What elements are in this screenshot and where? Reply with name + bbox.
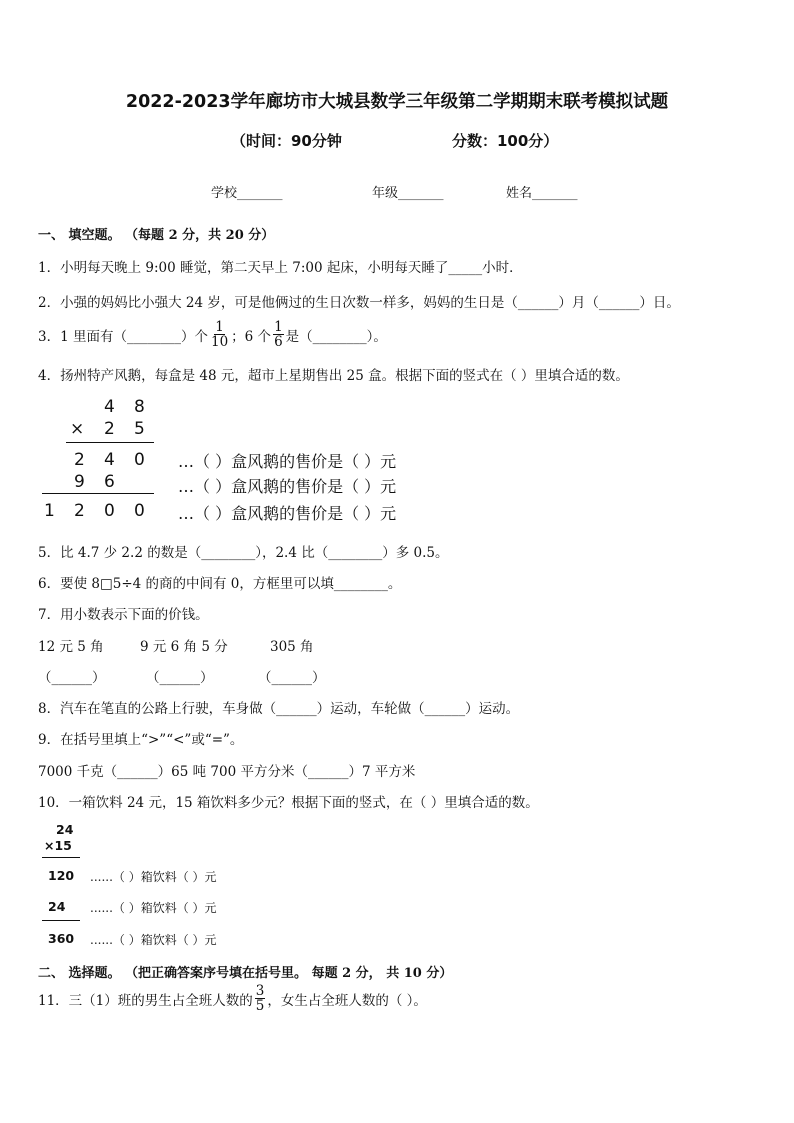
q7-item-1: 12 元 5 角 xyxy=(38,639,104,655)
q10-top: 24 xyxy=(56,822,74,837)
q3-part1: 3．1 里面有（________）个 xyxy=(38,328,208,345)
q3-frac2-denominator: 6 xyxy=(274,334,283,351)
q4-row2-d1: 2 xyxy=(104,419,115,439)
question-7: 7．用小数表示下面的价钱。 xyxy=(38,607,209,623)
question-2: 2．小强的妈妈比小强大 24 岁，可是他俩过的生日次数一样多，妈妈的生日是（______）月（______）日。 xyxy=(38,295,680,311)
question-4: 4．扬州特产风鹅，每盒是 48 元，超市上星期售出 25 盒。根据下面的竖式在（ ）里填合适的数。 xyxy=(38,368,629,384)
q4-row5-d1: 1 xyxy=(44,501,55,521)
q11-part2: ，女生占全班人数的（ ）。 xyxy=(267,992,427,1009)
question-6: 6．要使 8□5÷4 的商的中间有 0，方框里可以填________。 xyxy=(38,576,402,592)
section-heading-fill-blank: 一、 填空题。 （每题 2 分，共 20 分） xyxy=(38,228,275,243)
q10-note-2: ......（ ）箱饮料（ ）元 xyxy=(90,901,217,915)
q10-row-2: 24 xyxy=(48,899,66,914)
q3-frac1-denominator: 10 xyxy=(210,334,229,351)
q4-row3-d1: 2 xyxy=(74,450,85,470)
q4-note-3: …（ ）盒风鹅的售价是（ ）元 xyxy=(178,504,397,523)
q7-item-2: 9 元 6 角 5 分 xyxy=(140,639,228,655)
q3-part2: ；6 个 xyxy=(231,328,272,345)
q4-multiply-sign: × xyxy=(70,419,85,439)
q3-fraction-1 xyxy=(210,320,229,349)
question-11 xyxy=(38,984,427,1013)
q10-row-1: 120 xyxy=(48,868,75,883)
q10-line-2 xyxy=(42,920,80,921)
q4-note-2: …（ ）盒风鹅的售价是（ ）元 xyxy=(178,477,397,496)
q3-fraction-2 xyxy=(273,320,284,349)
q4-row4-d1: 9 xyxy=(74,472,85,492)
q11-denominator: 5 xyxy=(255,998,265,1015)
question-3 xyxy=(38,320,387,349)
q10-row-3: 360 xyxy=(48,931,75,946)
q4-note-1: …（ ）盒风鹅的售价是（ ）元 xyxy=(178,452,397,471)
q3-frac1-numerator: 1 xyxy=(215,319,224,335)
grade-field: 年级_______ xyxy=(372,186,444,201)
q4-line-1 xyxy=(66,442,154,443)
q11-fraction xyxy=(255,984,266,1013)
q11-part1: 11．三（1）班的男生占全班人数的 xyxy=(38,992,253,1009)
q7-blank-2: （______） xyxy=(146,670,214,686)
q4-row3-d2: 4 xyxy=(104,450,115,470)
q4-line-2 xyxy=(42,493,154,494)
question-8: 8．汽车在笔直的公路上行驶，车身做（______）运动，车轮做（______）运动。 xyxy=(38,701,520,717)
q9-line: 7000 千克（______）65 吨 700 平方分米（______）7 平方米 xyxy=(38,764,416,780)
q4-row5-d3: 0 xyxy=(104,501,115,521)
q10-line-1 xyxy=(42,857,80,858)
q10-note-1: ......（ ）箱饮料（ ）元 xyxy=(90,870,217,884)
section-heading-choice: 二、 选择题。 （把正确答案序号填在括号里。 每题 2 分， 共 10 分） xyxy=(38,966,453,981)
exam-time: （时间：90分钟 xyxy=(231,132,342,150)
school-field: 学校_______ xyxy=(211,186,283,201)
exam-score: 分数：100分） xyxy=(452,132,559,150)
q3-frac2-numerator: 1 xyxy=(274,319,283,335)
q10-multiplier: ×15 xyxy=(44,838,72,853)
q10-note-3: ......（ ）箱饮料（ ）元 xyxy=(90,933,217,947)
q4-row5-d4: 0 xyxy=(134,501,145,521)
q4-row5-d2: 2 xyxy=(74,501,85,521)
q7-blank-3: （______） xyxy=(258,670,326,686)
q4-row3-d3: 0 xyxy=(134,450,145,470)
question-9: 9．在括号里填上“>”“<”或“=”。 xyxy=(38,732,244,748)
q4-row2-d2: 5 xyxy=(134,419,145,439)
q11-numerator: 3 xyxy=(255,983,265,999)
name-field: 姓名_______ xyxy=(506,186,578,201)
question-1: 1．小明每天晚上 9:00 睡觉，第二天早上 7:00 起床，小明每天睡了_____小时． xyxy=(38,260,523,276)
q4-row4-d2: 6 xyxy=(104,472,115,492)
page-title: 2022-2023学年廊坊市大城县数学三年级第二学期期末联考模拟试题 xyxy=(125,92,669,112)
q4-row1-d2: 8 xyxy=(134,397,145,417)
q3-part3: 是（________）。 xyxy=(285,328,387,345)
question-5: 5．比 4.7 少 2.2 的数是（________），2.4 比（________）多 0.5。 xyxy=(38,545,449,561)
question-10: 10．一箱饮料 24 元，15 箱饮料多少元？根据下面的竖式，在（ ）里填合适的数。 xyxy=(38,795,539,811)
q7-blank-1: （______） xyxy=(38,670,106,686)
q7-item-3: 305 角 xyxy=(270,639,314,655)
q4-row1-d1: 4 xyxy=(104,397,115,417)
